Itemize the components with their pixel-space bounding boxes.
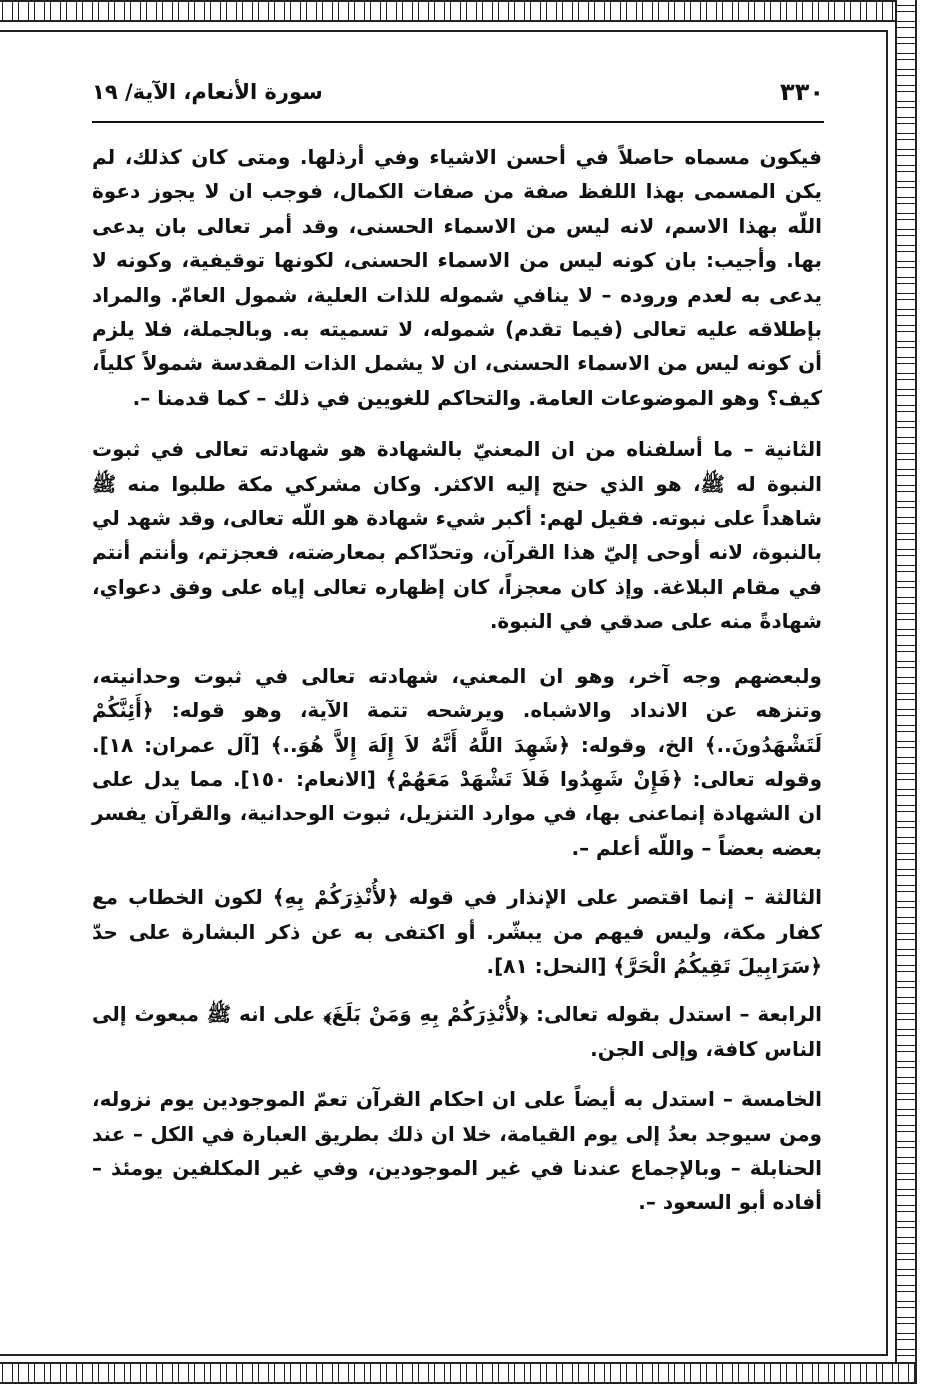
decorative-border-bottom xyxy=(0,1362,915,1384)
header-divider xyxy=(92,121,824,123)
paragraph: الرابعة – استدل بقوله تعالى: ﴿لأُنْذِرَكُمْ بِهِ وَمَنْ بَلَغَ﴾ على انه ﷺ مبعوث إلى الناس كافة، وإلى الجن. xyxy=(92,1002,822,1061)
paragraph: الثالثة – إنما اقتصر على الإنذار في قوله ﴿لأُنْذِرَكُمْ بِهِ﴾ لكون الخطاب مع كفار مكة، وليس فيهم من يبشّر. أو اكتفى به عن ذكر البشارة على حدّ ﴿سَرَابِيلَ تَقِيكُمُ الْحَرَّ﴾ [النحل: ٨١]. xyxy=(92,885,822,978)
paragraph: ولبعضهم وجه آخر، وهو ان المعني، شهادته تعالى في ثبوت وحدانيته، وتنزهه عن الانداد والاشباه. ويرشحه تتمة الآية، وهو قوله: ﴿أَئِنَّكُمْ لَتَشْهَدُونَ..﴾ الخ، وقوله: ﴿شَهِدَ اللَّهُ أَنَّهُ لاَ إِلَهَ إِلاَّ هُوَ..﴾ [آل عمران: ١٨]. وقوله تعالى: ﴿فَإِنْ شَهِدُوا فَلاَ تَشْهَدْ مَعَهُمْ﴾ [الانعام: ١٥٠]. مما يدل على ان الشهادة إنماعنى بها، في موارد التنزيل، ثبوت الوحدانية، والقرآن يفسر بعضه بعضاً – واللّه أعلم –. xyxy=(92,663,823,860)
decorative-border-right xyxy=(895,0,917,1384)
paragraph: الخامسة – استدل به أيضاً على ان احكام القرآن تعمّ الموجودين يوم نزوله، ومن سيوجد بعدُ إلى يوم القيامة، خلا ان ذلك بطريق العبارة في الكل – عند الحنابلة – وبالإجماع عندنا في غير الموجودين، وفي غير المكلفين يومئذ – أفاده أبو السعود –. xyxy=(92,1087,822,1215)
page-body xyxy=(92,140,822,1220)
page-number: ٣٣٠ xyxy=(780,78,824,106)
page-header xyxy=(92,78,824,118)
paragraph: فيكون مسماه حاصلاً في أحسن الاشياء وفي أرذلها. ومتى كان كذلك، لم يكن المسمى بهذا اللفظ صفة من صفات الكمال، فوجب ان لا يجوز دعوة اللّه بهذا الاسم، لانه ليس من الاسماء الحسنى، وقد أمر تعالى بان يدعى بها. وأجيب: بان كونه ليس من الاسماء الحسنى، لكونها توقيفية، وكونه لا يدعى به لعدم وروده – لا ينافي شموله للذات العلية، شمول العامّ. والمراد بإطلاقه عليه تعالى (فيما تقدم) شموله، لا تسميته به. وبالجملة، فلا يلزم أن كونه ليس من الاسماء الحسنى، ان لا يشمل الذات المقدسة شمولاً كلياً، كيف؟ وهو الموضوعات العامة. والتحاكم للغويين في ذلك – كما قدمنا –. xyxy=(92,145,822,410)
decorative-border-top xyxy=(0,0,915,22)
running-title: سورة الأنعام، الآية/ ١٩ xyxy=(92,80,323,104)
paragraph: الثانية – ما أسلفناه من ان المعنيّ بالشهادة هو شهادته تعالى في ثبوت النبوة له ﷺ، هو الذي حنج إليه الاكثر. وكان مشركي مكة طلبوا منه ﷺ شاهداً على نبوته. فقيل لهم: أكبر شيء شهادة هو اللّه تعالى، وقد شهد لي بالنبوة، لانه أوحى إليّ هذا القرآن، وتحدّاكم بمعارضته، فعجزتم، وأنتم أنتم في مقام البلاغة. وإذ كان معجزاً، كان إظهاره تعالى إياه على وفق دعواي، شهادةً منه على صدقي في النبوة. xyxy=(92,437,822,634)
